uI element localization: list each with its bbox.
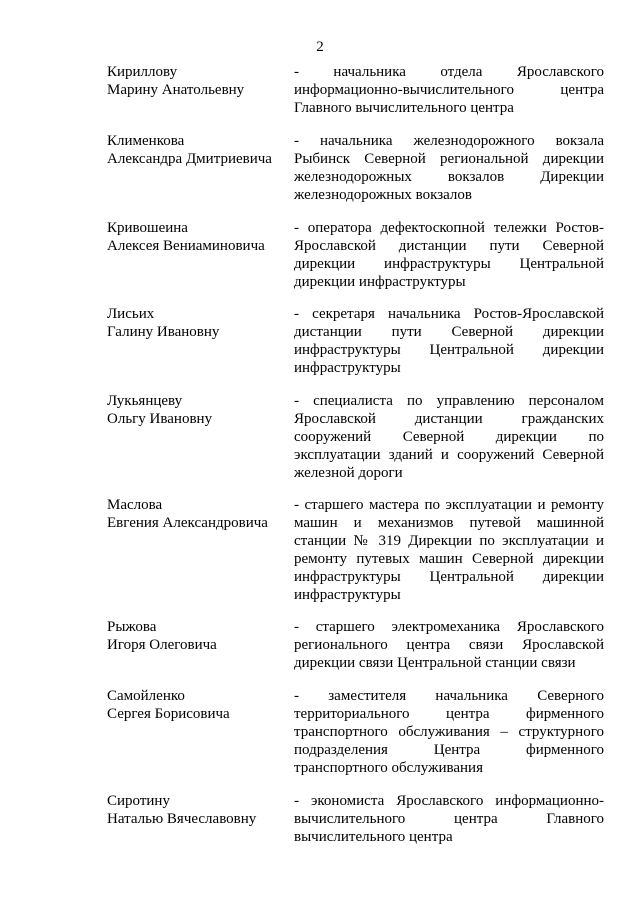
name-line: Галину Ивановну	[107, 324, 220, 340]
position-line: инфраструктуры Центральной дирекции	[294, 569, 604, 585]
position-line: - заместителя начальника Северного	[294, 688, 604, 704]
appointee-position	[294, 496, 604, 604]
appointee-name	[107, 687, 287, 723]
appointee-position	[294, 687, 604, 777]
name-line: Кириллову	[107, 64, 178, 80]
appointee-name	[107, 496, 287, 532]
position-line: сооружений Северной дирекции по	[294, 429, 604, 445]
name-line: Клименкова	[107, 133, 185, 149]
position-line: информационно-вычислительного центра	[294, 82, 604, 98]
appointee-name	[107, 132, 287, 168]
position-line: - начальника железнодорожного вокзала	[294, 133, 604, 149]
position-line: Главного вычислительного центра	[294, 100, 514, 116]
position-line: вычислительного центра Главного	[294, 811, 604, 827]
name-line: Сиротину	[107, 793, 170, 809]
position-line: вычислительного центра	[294, 829, 453, 845]
position-line: дистанции пути Северной дирекции	[294, 324, 604, 340]
appointee-name	[107, 792, 287, 828]
position-line: территориального центра фирменного	[294, 706, 604, 722]
name-line: Лукьянцеву	[107, 393, 183, 409]
appointee-position	[294, 792, 604, 846]
name-line: Ольгу Ивановну	[107, 411, 213, 427]
position-line: инфраструктуры	[294, 587, 401, 603]
position-line: регионального центра связи Ярославской	[294, 637, 604, 653]
appointee-position	[294, 132, 604, 204]
page-number: 2	[316, 39, 324, 55]
position-line: - старшего электромеханика Ярославского	[294, 619, 604, 635]
position-line: инфраструктуры Центральной дирекции	[294, 342, 604, 358]
position-line: транспортного обслуживания	[294, 760, 483, 776]
appointee-name	[107, 219, 287, 255]
name-line: Лисьих	[107, 306, 155, 322]
appointee-name	[107, 618, 287, 654]
position-line: железнодорожных вокзалов Дирекции	[294, 169, 604, 185]
position-line: Рыбинск Северной региональной дирекции	[294, 151, 604, 167]
position-line: - специалиста по управлению персоналом	[294, 393, 604, 409]
name-line: Маслова	[107, 497, 163, 513]
name-line: Сергея Борисовича	[107, 706, 230, 722]
appointee-name	[107, 63, 287, 99]
position-line: - начальника отдела Ярославского	[294, 64, 604, 80]
position-line: Ярославской дистанции гражданских	[294, 411, 604, 427]
name-line: Самойленко	[107, 688, 185, 704]
position-line: станции № 319 Дирекции по эксплуатации и	[294, 533, 604, 549]
appointee-position	[294, 219, 604, 291]
position-line: эксплуатации зданий и сооружений Северной	[294, 447, 604, 463]
appointee-position	[294, 618, 604, 672]
position-line: инфраструктуры	[294, 360, 401, 376]
position-line: дирекции связи Центральной станции связи	[294, 655, 576, 671]
appointee-name	[107, 305, 287, 341]
name-line: Рыжова	[107, 619, 157, 635]
name-line: Марину Анатольевну	[107, 82, 245, 98]
position-line: транспортного обслуживания – структурного	[294, 724, 604, 740]
name-line: Александра Дмитриевича	[107, 151, 272, 167]
position-line: железной дороги	[294, 465, 403, 481]
position-line: - секретаря начальника Ростов-Ярославской	[294, 306, 604, 322]
position-line: - старшего мастера по эксплуатации и ремонту	[294, 497, 604, 513]
appointee-position	[294, 392, 604, 482]
position-line: подразделения Центра фирменного	[294, 742, 604, 758]
name-line: Евгения Александровича	[107, 515, 268, 531]
position-line: дирекции инфраструктуры Центральной	[294, 256, 604, 272]
position-line: машин и механизмов путевой машинной	[294, 515, 604, 531]
name-line: Наталью Вячеславовну	[107, 811, 257, 827]
name-line: Алексея Вениаминовича	[107, 238, 265, 254]
position-line: - оператора дефектоскопной тележки Ростов-	[294, 220, 604, 236]
position-line: ремонту путевых машин Северной дирекции	[294, 551, 604, 567]
position-line: дирекции инфраструктуры	[294, 274, 466, 290]
position-line: железнодорожных вокзалов	[294, 187, 473, 203]
appointee-name	[107, 392, 287, 428]
name-line: Кривошеина	[107, 220, 188, 236]
appointee-position	[294, 305, 604, 377]
appointee-position	[294, 63, 604, 117]
position-line: - экономиста Ярославского информационно-	[294, 793, 604, 809]
position-line: Ярославской дистанции пути Северной	[294, 238, 604, 254]
name-line: Игоря Олеговича	[107, 637, 217, 653]
